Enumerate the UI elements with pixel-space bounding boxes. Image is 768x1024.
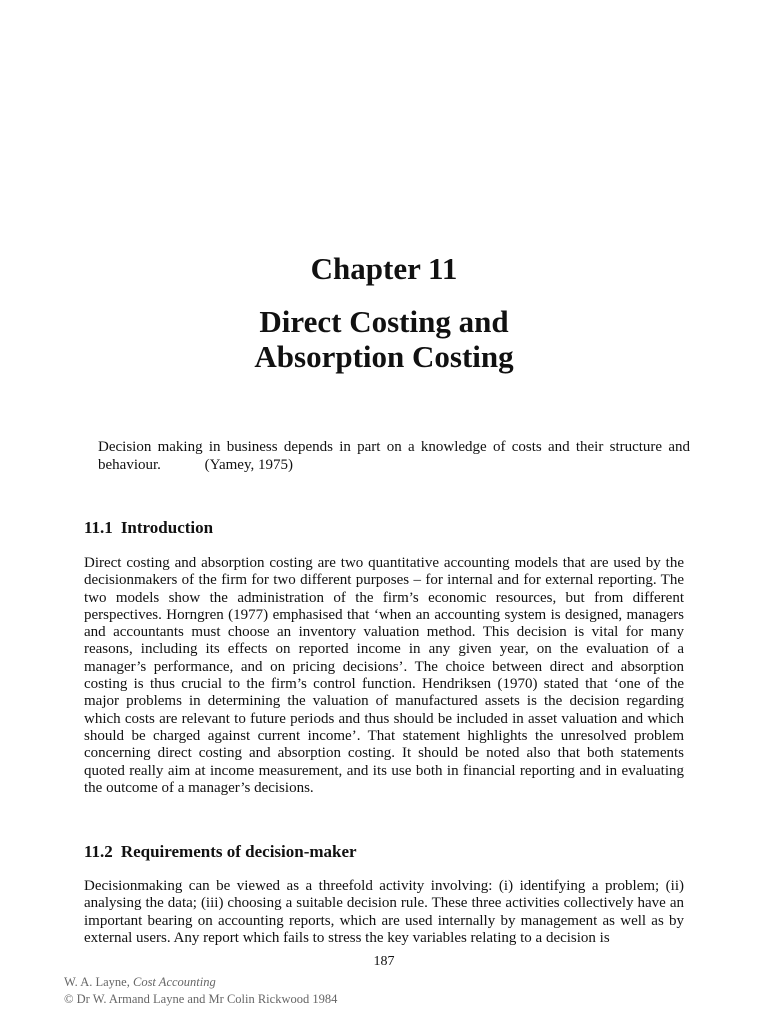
chapter-label: Chapter 11 — [310, 251, 458, 286]
chapter-title — [0, 304, 768, 374]
section-title: Introduction — [120, 518, 214, 537]
footer-citation — [64, 974, 216, 990]
page-number: 187 — [373, 954, 395, 969]
epigraph-quote: Decision making in business depends in part on a knowledge of costs and their structure and behaviour. — [98, 439, 690, 473]
chapter-title-line-1: Direct Costing and — [259, 304, 509, 339]
section-number: 11.1 — [84, 518, 113, 537]
footer-book-title: Cost Accounting — [132, 975, 216, 989]
epigraph — [98, 438, 690, 474]
section-title: Requirements of decision-maker — [120, 842, 357, 861]
chapter-title-line-2: Absorption Costing — [254, 339, 514, 374]
section-body-introduction: Direct costing and absorption costing are two quantitative accounting models that are used by the decisionmakers of the firm for two different purposes – for internal and for external reporting. The two models show the administration of the firm’s economic resources, but from different perspectives. Horngren (1977) emphasised that ‘when an accounting system is designed, managers and accountants must choose an inventory valuation method. This decision is vital for many reasons, including its effects on reported income in any given year, on the evaluation of a manager’s performance, and on pricing decisions’. The choice between direct and absorption costing is thus crucial to the firm’s control function. Hendriksen (1970) stated that ‘one of the major problems in determining the valuation of manufactured assets is the decision regarding which costs are relevant to future periods and thus should be included in asset valuation and which should be charged against current income’. That statement highlights the unresolved problem concerning direct costing and absorption costing. It should be noted also that both statements quoted really aim at income measurement, and its use both in financial reporting and in evaluating the outcome of a manager’s decisions. — [84, 555, 684, 796]
section-number: 11.2 — [84, 842, 113, 861]
footer-author: W. A. Layne, — [64, 975, 130, 989]
section-body-requirements: Decisionmaking can be viewed as a threefold activity involving: (i) identifying a problem; (ii) analysing the data; (iii) choosing a suitable decision rule. These three activities collectively have an important bearing on accounting reports, which are used internally by management as well as by external users. Any report which fails to stress the key variables relating to a decision is — [84, 878, 684, 946]
section-heading-introduction — [84, 518, 213, 538]
section-heading-requirements — [84, 842, 357, 862]
epigraph-citation: (Yamey, 1975) — [204, 457, 293, 473]
footer-copyright: © Dr W. Armand Layne and Mr Colin Rickwood 1984 — [64, 992, 338, 1006]
